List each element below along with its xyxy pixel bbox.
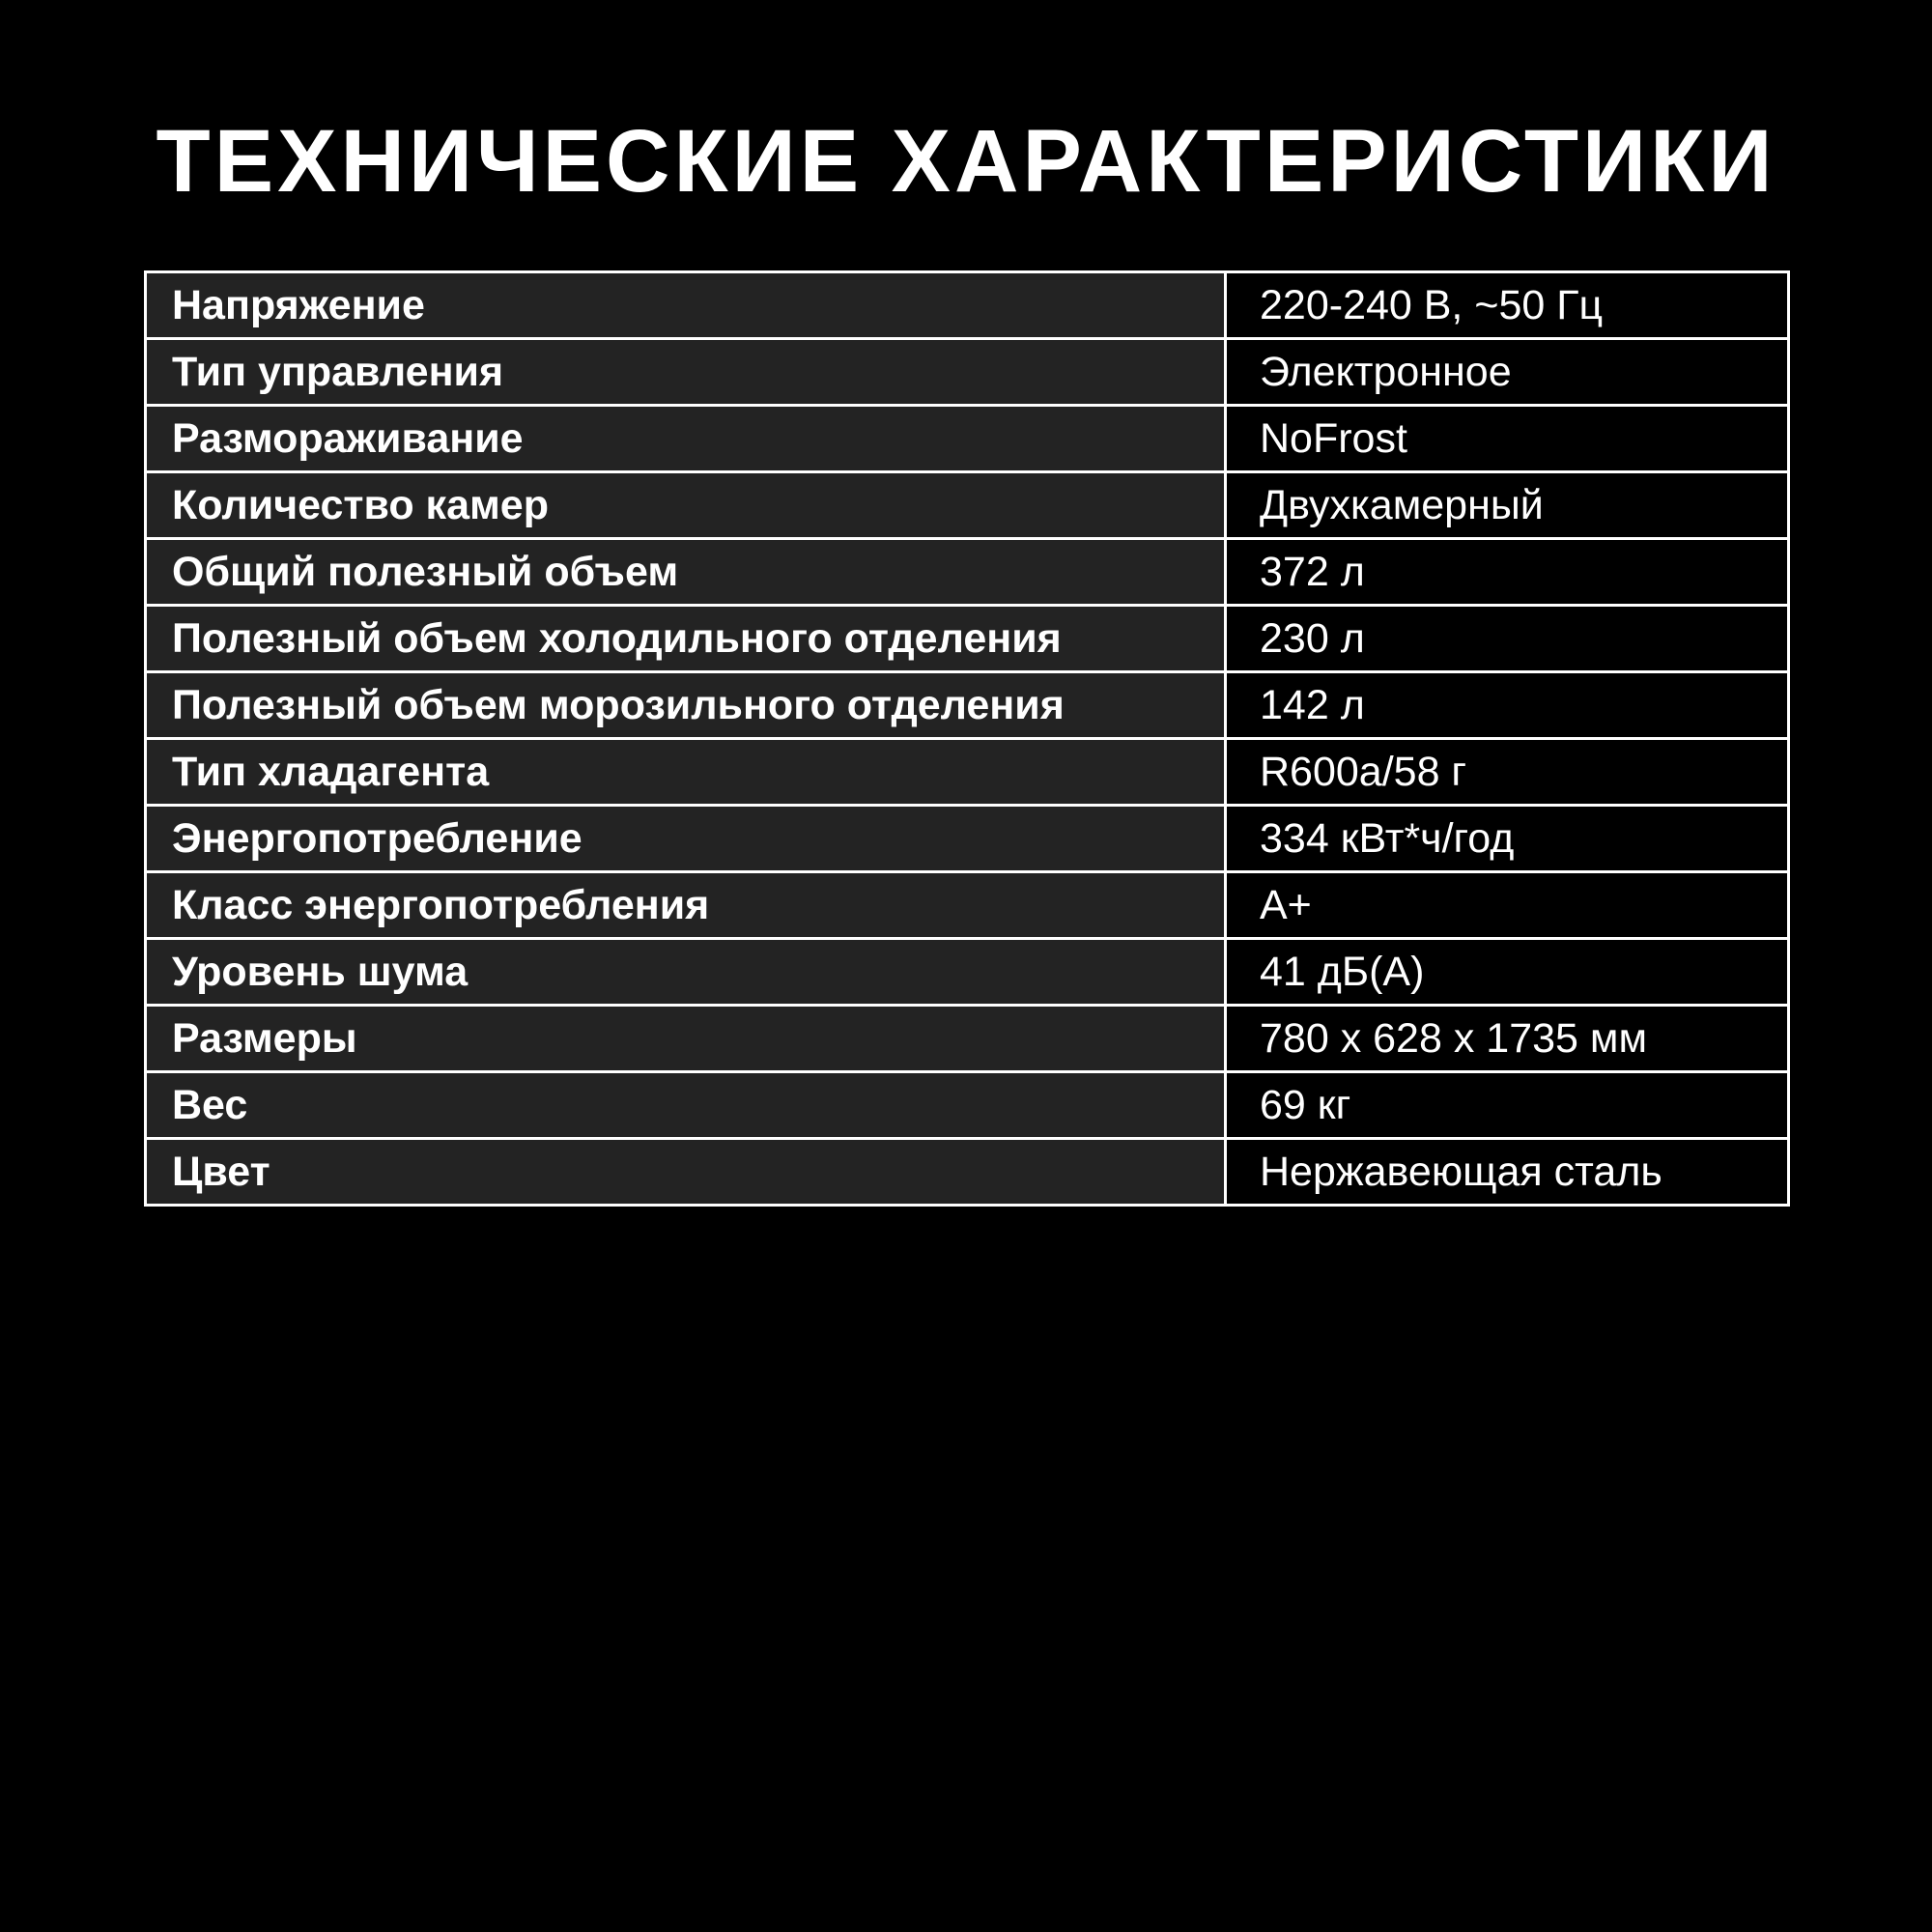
spec-label: Цвет bbox=[146, 1139, 1226, 1206]
spec-value: 780 x 628 x 1735 мм bbox=[1226, 1006, 1789, 1072]
table-row bbox=[146, 539, 1789, 606]
spec-value: NoFrost bbox=[1226, 406, 1789, 472]
spec-label: Количество камер bbox=[146, 472, 1226, 539]
page-title: ТЕХНИЧЕСКИЕ ХАРАКТЕРИСТИКИ bbox=[156, 112, 1776, 211]
table-row bbox=[146, 606, 1789, 672]
table-row bbox=[146, 406, 1789, 472]
spec-value: Нержавеющая сталь bbox=[1226, 1139, 1789, 1206]
table-row bbox=[146, 939, 1789, 1006]
table-row bbox=[146, 739, 1789, 806]
spec-label: Полезный объем морозильного отделения bbox=[146, 672, 1226, 739]
table-row bbox=[146, 272, 1789, 339]
spec-label: Класс энергопотребления bbox=[146, 872, 1226, 939]
spec-value: R600a/58 г bbox=[1226, 739, 1789, 806]
spec-label: Вес bbox=[146, 1072, 1226, 1139]
spec-value: 372 л bbox=[1226, 539, 1789, 606]
spec-value: Двухкамерный bbox=[1226, 472, 1789, 539]
table-row bbox=[146, 1139, 1789, 1206]
spec-value: 334 кВт*ч/год bbox=[1226, 806, 1789, 872]
specs-table-body bbox=[146, 272, 1789, 1206]
table-row bbox=[146, 1072, 1789, 1139]
table-row bbox=[146, 872, 1789, 939]
table-row bbox=[146, 806, 1789, 872]
spec-value: 142 л bbox=[1226, 672, 1789, 739]
spec-value: 220-240 В, ~50 Гц bbox=[1226, 272, 1789, 339]
table-row bbox=[146, 472, 1789, 539]
specs-table bbox=[144, 270, 1790, 1207]
spec-label: Общий полезный объем bbox=[146, 539, 1226, 606]
table-row bbox=[146, 339, 1789, 406]
spec-label: Размеры bbox=[146, 1006, 1226, 1072]
spec-label: Полезный объем холодильного отделения bbox=[146, 606, 1226, 672]
spec-value: А+ bbox=[1226, 872, 1789, 939]
table-row bbox=[146, 1006, 1789, 1072]
spec-label: Размораживание bbox=[146, 406, 1226, 472]
spec-value: 230 л bbox=[1226, 606, 1789, 672]
table-row bbox=[146, 672, 1789, 739]
spec-label: Тип управления bbox=[146, 339, 1226, 406]
spec-label: Напряжение bbox=[146, 272, 1226, 339]
spec-label: Уровень шума bbox=[146, 939, 1226, 1006]
spec-value: 69 кг bbox=[1226, 1072, 1789, 1139]
spec-label: Тип хладагента bbox=[146, 739, 1226, 806]
spec-value: 41 дБ(А) bbox=[1226, 939, 1789, 1006]
spec-value: Электронное bbox=[1226, 339, 1789, 406]
spec-label: Энергопотребление bbox=[146, 806, 1226, 872]
